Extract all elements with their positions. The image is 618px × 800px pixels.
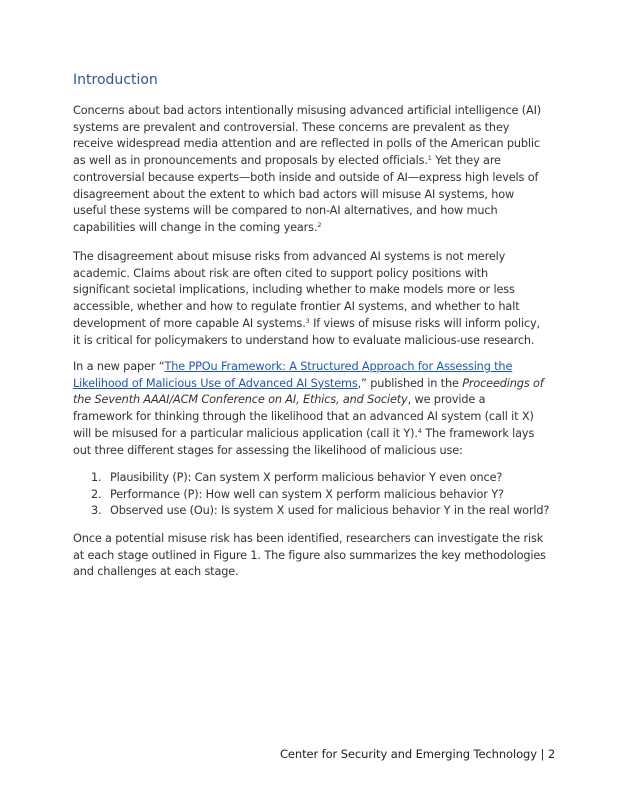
page-footer (280, 747, 555, 761)
paragraph-text: Yet they are controversial because experts—both inside and outside of AI—express high levels of disagreement about the extent to which bad actors will misuse AI systems, how useful these systems will be compared to non-AI alternatives, and how much capabilities will change in the coming years. (73, 154, 539, 234)
list-item (73, 503, 549, 520)
proceedings-title: Proceedings of the Seventh AAAI/ACM Conference on AI, Ethics, and Society (73, 376, 544, 407)
paragraph-disagreement (73, 249, 548, 349)
paragraph-text: , we provide a framework for thinking through the likelihood that an advanced AI system (call it X) will be misused for a particular malicious application (call it Y). (73, 393, 534, 440)
footnote-ref[interactable]: 2 (317, 220, 322, 229)
stages-list (73, 470, 549, 520)
paragraph-text: The disagreement about misuse risks from advanced AI systems is not merely academic. Claims about risk are often cited to support policy positions with significant societal implications, including whether to make models more or less accessible, whether and how to regulate frontier AI systems, and whether to halt development of more capable AI systems. (73, 250, 520, 330)
paragraph-text: ,” published in the (357, 376, 463, 390)
list-number: 3. (91, 504, 102, 518)
list-number: 2. (91, 487, 102, 501)
footnote-ref[interactable]: 1 (427, 154, 432, 163)
list-item (73, 487, 549, 504)
paragraph-concerns (73, 103, 548, 237)
list-text: Plausibility (P): Can system X perform malicious behavior Y even once? (110, 471, 503, 484)
page-number: 2 (547, 747, 556, 761)
list-item (73, 470, 549, 487)
footer-organization: Center for Security and Emerging Technology (280, 747, 537, 761)
paragraph-text: If views of misuse risks will inform policy, it is critical for policymakers to understand how to evaluate malicious-use research. (73, 316, 540, 347)
footnote-ref[interactable]: 4 (417, 426, 422, 435)
footer-separator: | (536, 747, 548, 761)
section-heading: Introduction (73, 72, 158, 88)
paragraph-next-steps: Once a potential misuse risk has been identified, researchers can investigate the risk at each stage outlined in Figure 1. The figure also summarizes the key methodologies and challenges at each stage. (73, 532, 546, 579)
list-text: Observed use (Ou): Is system X used for malicious behavior Y in the real world? (110, 504, 550, 518)
paragraph-text: In a new paper “ (73, 360, 165, 373)
paragraph-text: Concerns about bad actors intentionally misusing advanced artificial intelligence (AI) systems are prevalent and controversial. These concerns are prevalent as they receive widespread media attention and are reflected in polls of the American public as well as in pronouncements and proposals by elected officials. (73, 104, 542, 168)
paper-link[interactable]: The PPOu Framework: A Structured Approach for Assessing the Likelihood of Malicious Use of Advanced AI Systems (73, 360, 513, 390)
paragraph-framework (73, 359, 548, 459)
paragraph-text: The framework lays out three different stages for assessing the likelihood of malicious use: (73, 426, 535, 457)
footnote-ref[interactable]: 3 (305, 316, 310, 325)
list-text: Performance (P): How well can system X perform malicious behavior Y? (110, 487, 504, 501)
list-number: 1. (91, 471, 102, 484)
